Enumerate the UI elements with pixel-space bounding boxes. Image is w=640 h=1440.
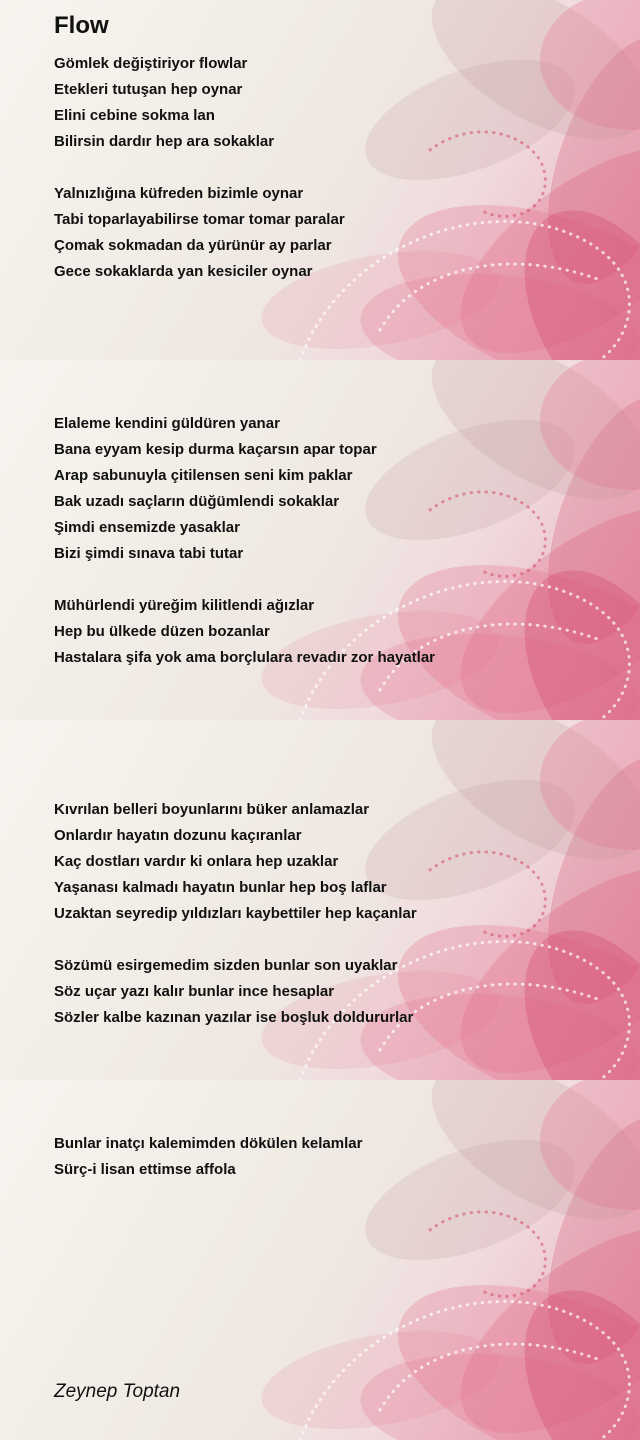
poem-line: Yalnızlığına küfreden bizimle oynar xyxy=(54,185,304,202)
poem-line: Sözümü esirgemedim sizden bunlar son uyaklar xyxy=(54,957,398,974)
poem-line: Bana eyyam kesip durma kaçarsın apar topar xyxy=(54,441,377,458)
poem-line: Uzaktan seyredip yıldızları kaybettiler hep kaçanlar xyxy=(54,905,417,922)
poem-line: Mühürlendi yüreğim kilitlendi ağızlar xyxy=(54,597,315,614)
poem-line: Tabi toparlayabilirse tomar tomar paralar xyxy=(54,211,345,228)
poem-line: Bilirsin dardır hep ara sokaklar xyxy=(54,133,275,150)
poem-line: Gece sokaklarda yan kesiciler oynar xyxy=(54,263,313,280)
poem-line: Çomak sokmadan da yürünür ay parlar xyxy=(54,237,332,254)
poem-line: Yaşanası kalmadı hayatın bunlar hep boş laflar xyxy=(54,879,387,896)
poem-author: Zeynep Toptan xyxy=(54,1381,181,1402)
poem-line: Bak uzadı saçların düğümlendi sokaklar xyxy=(54,493,340,510)
poem-line: Sözler kalbe kazınan yazılar ise boşluk doldururlar xyxy=(54,1009,414,1026)
poem-line: Elaleme kendini güldüren yanar xyxy=(54,415,280,432)
poem-line: Bunlar inatçı kalemimden dökülen kelamlar xyxy=(54,1135,363,1152)
poem-line: Arap sabunuyla çitilensen seni kim paklar xyxy=(54,467,353,484)
poem-title: Flow xyxy=(54,12,109,39)
poem-line: Hastalara şifa yok ama borçlulara revadır zor hayatlar xyxy=(54,649,436,666)
poem-line: Elini cebine sokma lan xyxy=(54,107,215,124)
poem-line: Onlardır hayatın dozunu kaçıranlar xyxy=(54,827,302,844)
poem-line: Bizi şimdi sınava tabi tutar xyxy=(54,545,244,562)
poem-line: Kaç dostları vardır ki onlara hep uzaklar xyxy=(54,853,339,870)
poem-line: Hep bu ülkede düzen bozanlar xyxy=(54,623,270,640)
poem-line: Söz uçar yazı kalır bunlar ince hesaplar xyxy=(54,983,335,1000)
poem-line: Kıvrılan belleri boyunlarını büker anlamazlar xyxy=(54,801,370,818)
poem-line: Gömlek değiştiriyor flowlar xyxy=(54,55,248,72)
poem-line: Şimdi ensemizde yasaklar xyxy=(54,519,240,536)
poem-line: Sürç-i lisan ettimse affola xyxy=(54,1161,236,1178)
poem-line: Etekleri tutuşan hep oynar xyxy=(54,81,243,98)
